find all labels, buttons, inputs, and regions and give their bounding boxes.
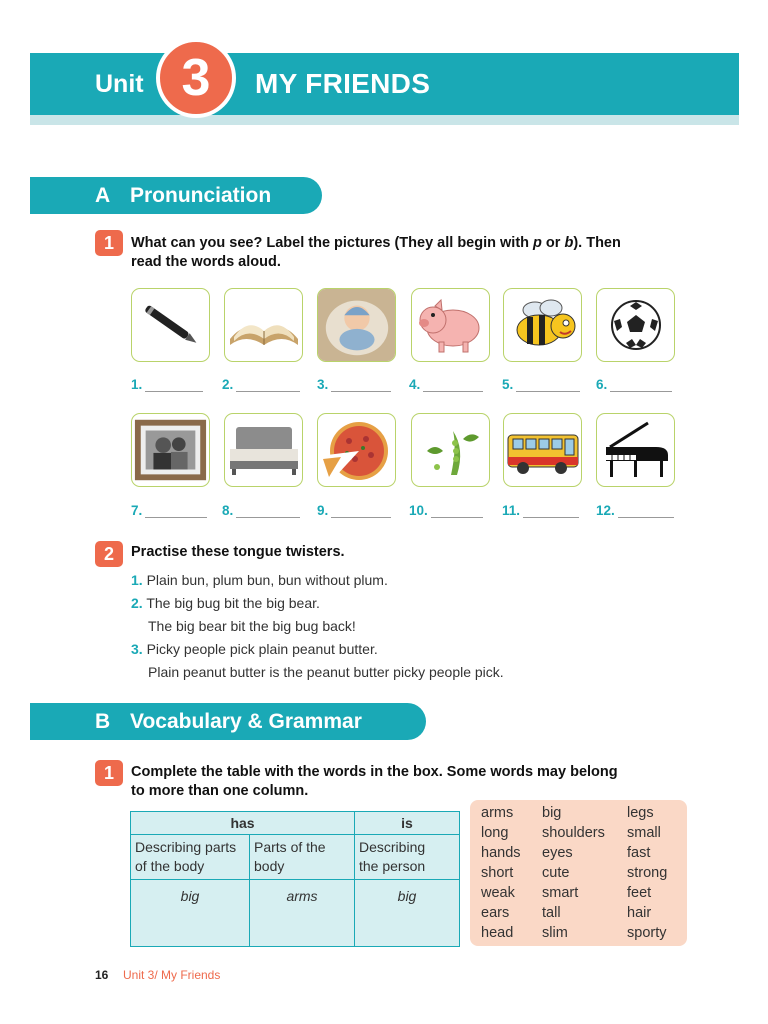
label-blank[interactable]: 3. (317, 377, 391, 392)
label-blank[interactable]: 1. (131, 377, 203, 392)
list-item-continuation: Plain peanut butter is the peanut butter picky people pick. (148, 664, 504, 680)
label-blank[interactable]: 9. (317, 503, 391, 518)
table-subheader: Parts of the body (250, 835, 355, 880)
vocabulary-table (130, 811, 460, 947)
table-header: is (355, 812, 460, 835)
word-box-column: legs small fast strong feet hair sporty (627, 805, 668, 941)
footer-text: Unit 3/ My Friends (123, 968, 221, 982)
pig-icon (411, 288, 490, 362)
unit-title: MY FRIENDS (255, 68, 431, 99)
table-cell[interactable]: big (355, 880, 460, 947)
unit-banner-stripe (30, 115, 739, 125)
table-subheader: Describing parts of the body (131, 835, 250, 880)
section-letter: B (95, 709, 111, 733)
unit-label: Unit (95, 70, 144, 98)
label-blank[interactable]: 6. (596, 377, 672, 392)
label-blank[interactable]: 2. (222, 377, 300, 392)
word-box-column: big shoulders eyes cute smart tall slim (542, 805, 605, 941)
bus-icon (503, 413, 582, 487)
ball-icon (596, 288, 675, 362)
piano-icon (596, 413, 675, 487)
section-a-header (30, 177, 322, 214)
bee-icon (503, 288, 582, 362)
page-number: 16 (95, 968, 109, 982)
list-item: 2. The big bug bit the big bear. (131, 595, 320, 611)
peas-icon (411, 413, 490, 487)
label-blank[interactable]: 12. (596, 503, 674, 518)
label-blank[interactable]: 11. (502, 503, 579, 518)
table-subheader: Describing the person (355, 835, 460, 880)
exercise-instruction: What can you see? Label the pictures (They all begin with p or b). Then read the words aloud. (131, 235, 621, 270)
unit-number-badge: 3 (156, 38, 236, 118)
exercise-number: 1 (95, 760, 123, 786)
label-blank[interactable]: 4. (409, 377, 483, 392)
table-cell[interactable]: big (131, 880, 250, 947)
section-letter: A (95, 183, 111, 207)
tongue-twister-list (131, 569, 504, 684)
table-header: has (131, 812, 355, 835)
label-blank[interactable]: 5. (502, 377, 580, 392)
label-blank[interactable]: 7. (131, 503, 207, 518)
section-title: Vocabulary & Grammar (130, 709, 362, 733)
list-item: 1. Plain bun, plum bun, bun without plum. (131, 572, 388, 588)
section-title: Pronunciation (130, 183, 272, 207)
exercise-number: 2 (95, 541, 123, 567)
pen-icon (131, 288, 210, 362)
section-b-header (30, 703, 426, 740)
pizza-icon (317, 413, 396, 487)
table-cell[interactable]: arms (250, 880, 355, 947)
label-blank[interactable]: 10. (409, 503, 483, 518)
exercise-number: 1 (95, 230, 123, 256)
list-item-continuation: The big bear bit the big bug back! (148, 618, 356, 634)
bed-icon (224, 413, 303, 487)
photo-icon (131, 413, 210, 487)
exercise-instruction: Practise these tongue twisters. (131, 544, 345, 560)
baby-icon (317, 288, 396, 362)
book-icon (224, 288, 303, 362)
exercise-instruction: Complete the table with the words in the box. Some words may belong to more than one column. (131, 764, 618, 799)
list-item: 3. Picky people pick plain peanut butter. (131, 641, 378, 657)
word-box-column: arms long hands short weak ears head (481, 805, 521, 941)
label-blank[interactable]: 8. (222, 503, 300, 518)
